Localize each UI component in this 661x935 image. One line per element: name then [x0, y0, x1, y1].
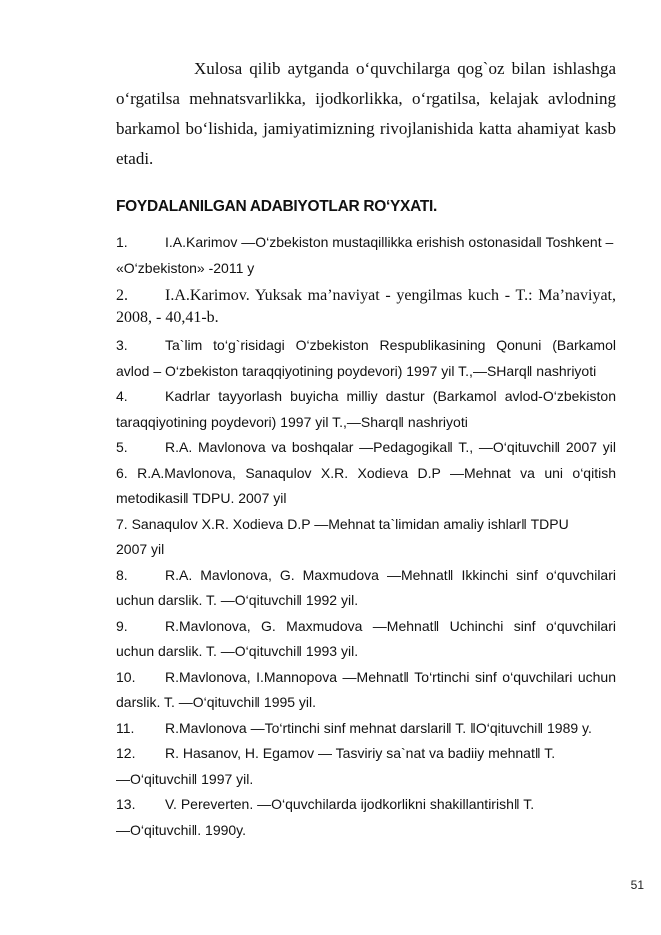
bibliography-entry-5 — [116, 435, 616, 512]
bibliography-entry-10 — [116, 665, 616, 716]
bibliography-entry-3 — [116, 333, 616, 384]
bibliography-entry-8 — [116, 563, 616, 614]
entry-number: 8. — [116, 566, 128, 583]
entry-number: 2. — [116, 287, 128, 304]
entry-text: «O‘zbekiston» -2011 y — [116, 259, 255, 276]
entry-number: 1. — [116, 234, 128, 250]
entry-text: R.A. Mavlonova, G. Maxmudova ―Mehnat‖ Ikkinchi sinf o‘quvchilari uchun darslik. T. ―O‘qituvchi‖ 1992 yil. — [116, 566, 616, 608]
entry-number: 10. — [116, 668, 136, 685]
entry-text: Ta`lim to‘g`risidagi O‘zbekiston Respublikasining Qonuni (Barkamol avlod – O‘zbekiston taraqqiyotining poydevori) 1997 yil T.,―SHarq‖ nashriyoti — [116, 337, 616, 379]
bibliography-entry-12 — [116, 741, 616, 767]
entry-text: R.Mavlonova, G. Maxmudova ―Mehnat‖ Uchinchi sinf o‘quvchilari uchun darslik. T. ―O‘qituvchi‖ 1993 yil. — [116, 617, 616, 659]
document-page — [116, 54, 616, 843]
entry-number: 9. — [116, 617, 128, 634]
entry-text: ―O‘qituvchi‖. 1990y. — [116, 821, 247, 838]
bibliography-entry-4 — [116, 384, 616, 435]
entry-text: 7. Sanaqulov X.R. Xodieva D.P ―Mehnat ta`limidan amaliy ishlar‖ TDPU — [116, 515, 569, 532]
bibliography-entry-12-cont — [116, 767, 616, 793]
bibliography-entry-7-cont — [116, 537, 616, 563]
page-number: 51 — [630, 878, 644, 892]
entry-text: I.A.Karimov ―O‘zbekiston mustaqillikka erishish ostonasida‖ Toshkent – — [165, 234, 614, 250]
entry-number: 13. — [116, 796, 136, 812]
entry-text: Kadrlar tayyorlash buyicha milliy dastur (Barkamol avlod-O‘zbekiston taraqqiyotining poydevori) 1997 yil T.,―Sharq‖ nashriyoti — [116, 388, 616, 430]
entry-number: 4. — [116, 388, 128, 404]
entry-text: R.Mavlonova ―To‘rtinchi sinf mehnat darslari‖ T. ‖O‘qituvchi‖ 1989 y. — [165, 719, 592, 736]
entry-number: 3. — [116, 337, 128, 353]
entry-number: 11. — [116, 719, 135, 736]
bibliography-entry-7 — [116, 512, 616, 538]
entry-text: V. Pereverten. ―O‘quvchilarda ijodkorlikni shakillantirish‖ T. — [165, 796, 535, 812]
conclusion-paragraph — [116, 54, 616, 174]
bibliography-entry-9 — [116, 614, 616, 665]
bibliography-entry-11 — [116, 716, 616, 742]
bibliography-entry-13 — [116, 792, 616, 818]
bibliography-entry-1 — [116, 230, 616, 256]
entry-number: 5. — [116, 439, 128, 455]
bibliography-entry-2 — [116, 285, 616, 329]
conclusion-text: Xulosa qilib aytganda o‘quvchilarga qog`oz bilan ishlashga o‘rgatilsa mehnatsvarlikka, ijodkorlikka, o‘rgatilsa, kelajak avlodning barkamol bo‘lishida, jamiyatimizning rivojlanishida katta ahamiyat kasb etadi. — [116, 59, 616, 168]
entry-text: I.A.Karimov. Yuksak ma’naviyat - yengilmas kuch - T.: Ma’naviyat, 2008, - 40,41-b. — [116, 287, 616, 326]
entry-text: 2007 yil — [116, 541, 165, 557]
entry-number: 12. — [116, 745, 136, 761]
bibliography-list — [116, 230, 616, 843]
bibliography-heading: FOYDALANILGAN ADABIYOTLAR RO‘YXATI. — [116, 198, 438, 215]
entry-text: R.Mavlonova, I.Mannopova ―Mehnat‖ To‘rtinchi sinf o‘quvchilari uchun darslik. T. ―O‘qituvchi‖ 1995 yil. — [116, 668, 616, 710]
entry-text: R. Hasanov, H. Egamov ― Tasviriy sa`nat va badiiy mehnat‖ T. — [165, 745, 556, 761]
bibliography-entry-1-cont — [116, 256, 616, 282]
entry-text: ―O‘qituvchi‖ 1997 yil. — [116, 770, 254, 787]
entry-text: R.A. Mavlonova va boshqalar ―Pedagogika‖ T., ―O‘qituvchi‖ 2007 yil 6. R.A.Mavlonova, Sanaqulov X.R. Xodieva D.P ―Mehnat va uni o‘qitish metodikasi‖ TDPU. 2007 yil — [116, 439, 616, 506]
bibliography-entry-13-cont — [116, 818, 616, 844]
